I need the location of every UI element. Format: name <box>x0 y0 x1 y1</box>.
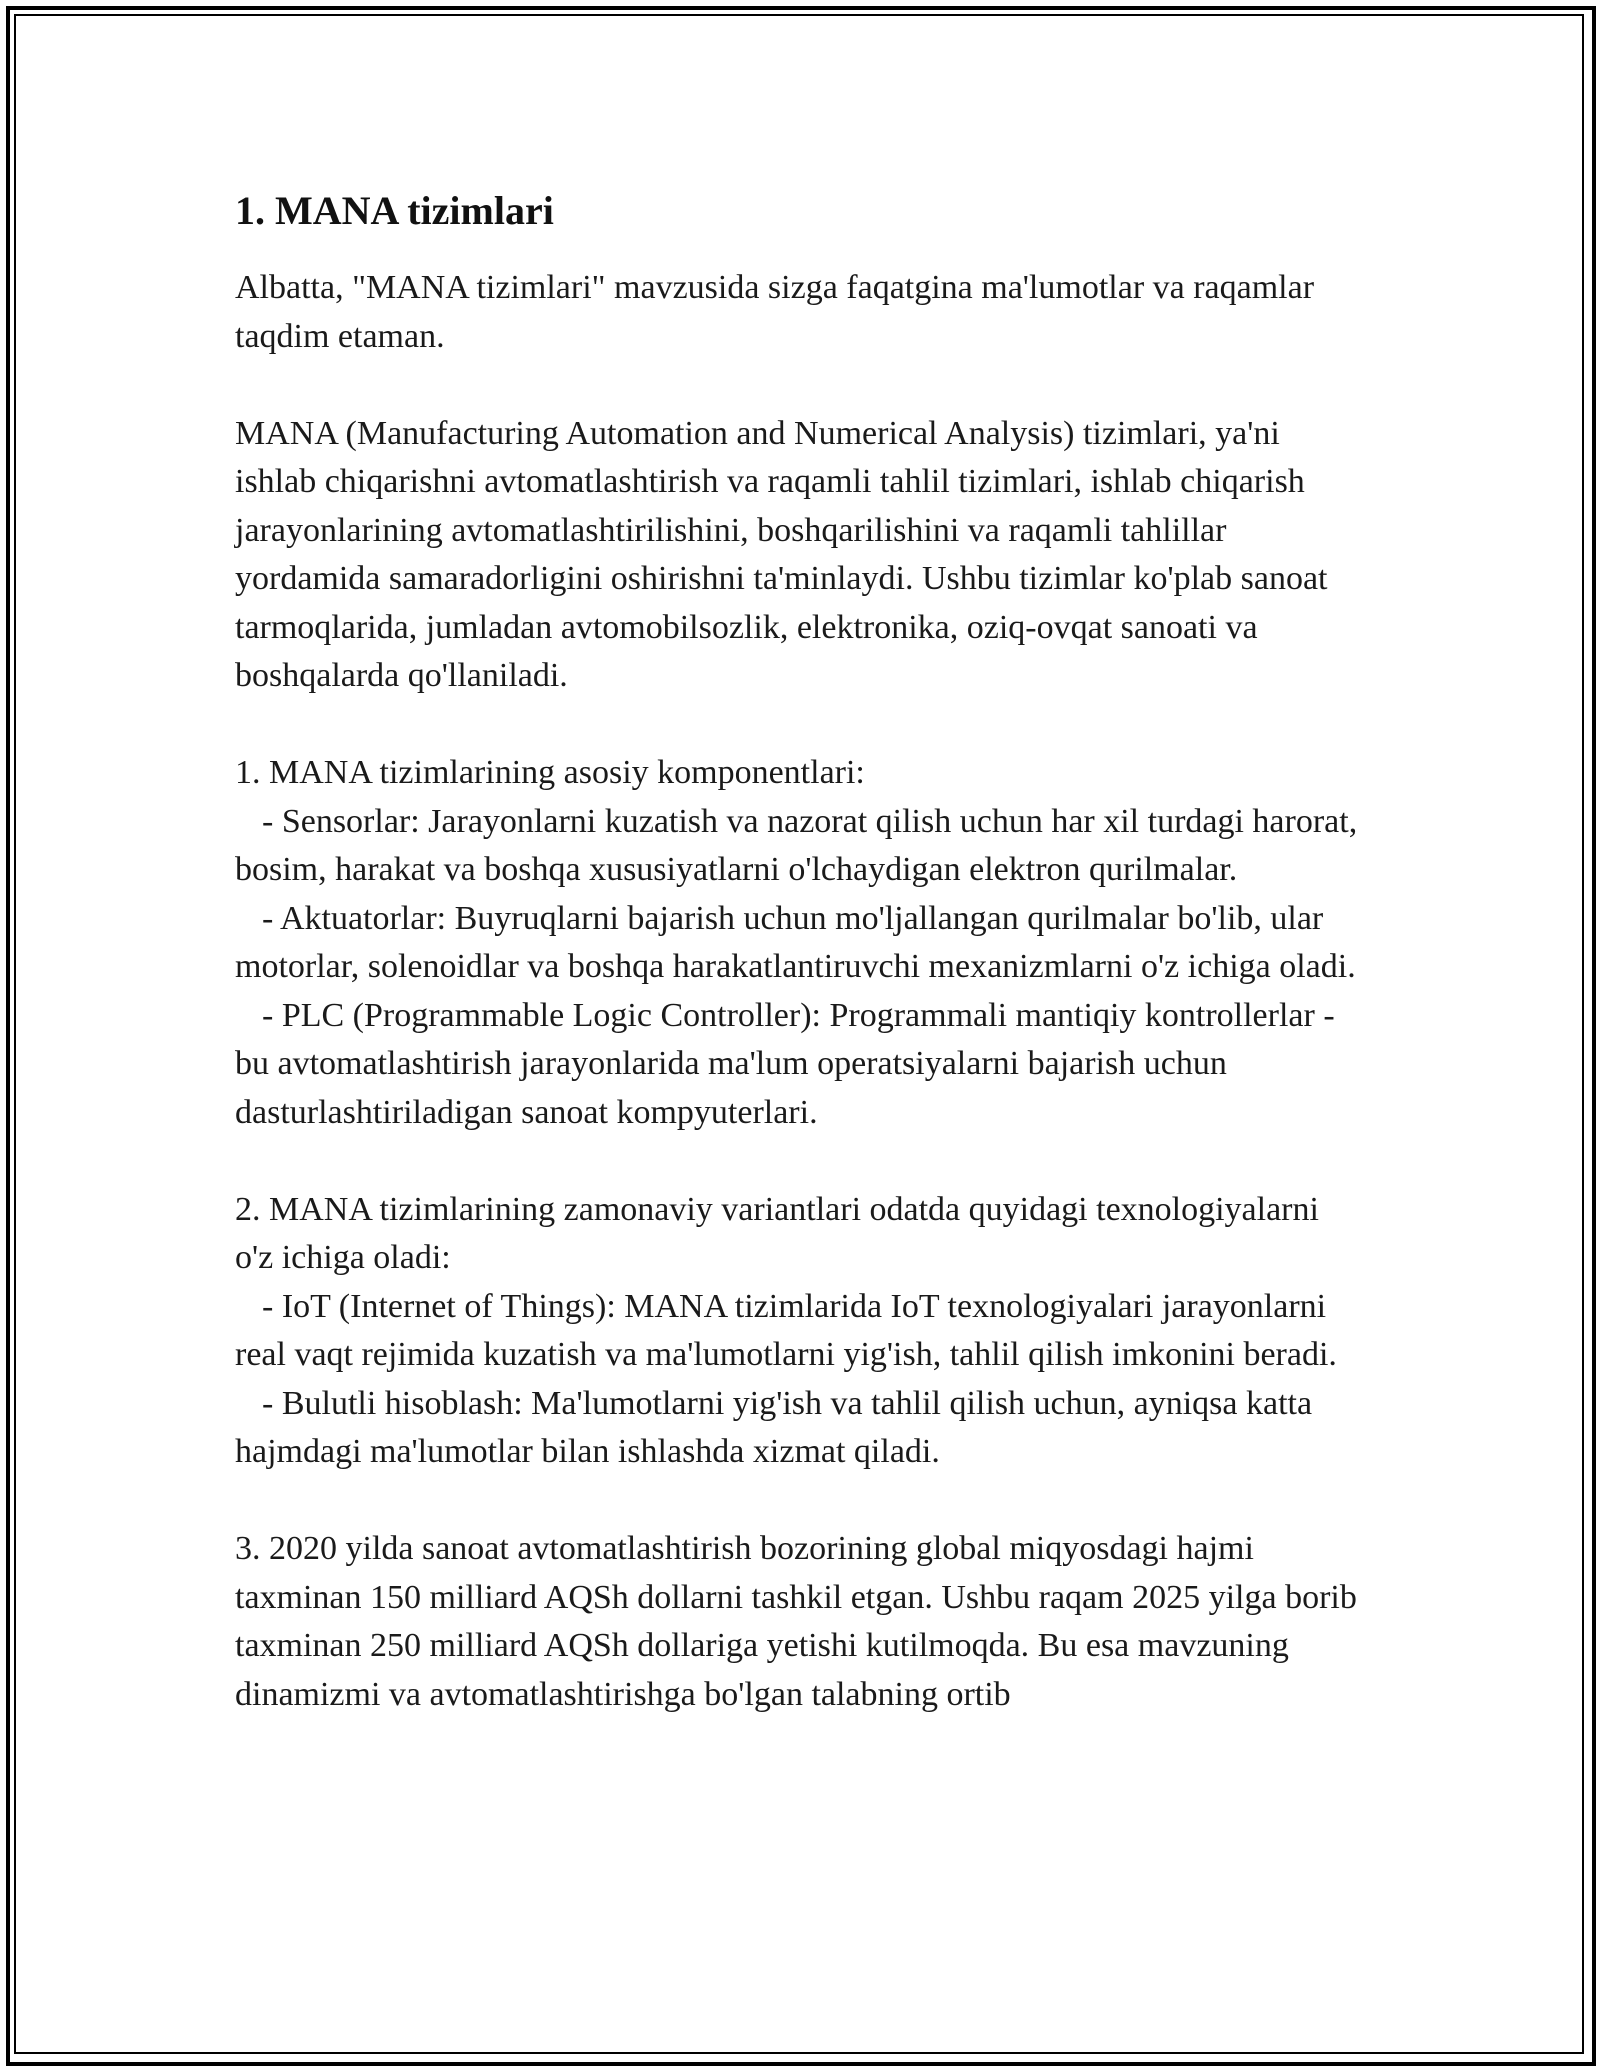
document-title: 1. MANA tizimlari <box>235 188 554 233</box>
overview-paragraph: MANA (Manufacturing Automation and Numerical Analysis) tizimlari, ya'ni ishlab chiqarishni avtomatlashtirish va raqamli tahlil tizimlari, ishlab chiqarish jarayonlarining avtomatlashtirilishini, boshqarilishini va raqamli tahlillar yordamida samaradorligini oshirishni ta'minlaydi. Ushbu tizimlar ko'plab sanoat tarmoqlarida, jumladan avtomobilsozlik, elektronika, oziq-ovqat sanoati va boshqalarda qo'llaniladi. <box>235 414 1328 694</box>
list-item-sensors: - Sensorlar: Jarayonlarni kuzatish va nazorat qilish uchun har xil turdagi harorat, bosim, harakat va boshqa xususiyatlarni o'lchaydigan elektron qurilmalar. <box>235 802 1358 888</box>
paragraph-gap <box>235 361 1365 410</box>
list-item-actuators: - Aktuatorlar: Buyruqlarni bajarish uchun mo'ljallangan qurilmalar bo'lib, ular motorlar, solenoidlar va boshqa harakatlantiruvchi mexanizmlarni o'z ichiga oladi. <box>235 899 1356 985</box>
section-heading: 1. MANA tizimlarining asosiy komponentlari: <box>235 754 865 791</box>
intro-paragraph: Albatta, "MANA tizimlari" mavzusida sizga faqatgina ma'lumotlar va raqamlar taqdim etaman. <box>235 269 1315 355</box>
market-size-paragraph: 3. 2020 yilda sanoat avtomatlashtirish bozorining global miqyosdagi hajmi taxminan 150 milliard AQSh dollarni tashkil etgan. Ushbu raqam 2025 yilga borib taxminan 250 milliard AQSh dollariga yetishi kutilmoqda. Bu esa mavzuning dinamizmi va avtomatlashtirishga bo'lgan talabning ortib <box>235 1530 1357 1713</box>
document-body <box>235 186 1365 1719</box>
list-item-cloud: - Bulutli hisoblash: Ma'lumotlarni yig'ish va tahlil qilish uchun, ayniqsa katta hajmdagi ma'lumotlar bilan ishlashda xizmat qiladi. <box>235 1384 1313 1470</box>
paragraph-gap <box>235 1477 1365 1526</box>
list-item-plc: - PLC (Programmable Logic Controller): Programmali mantiqiy kontrollerlar - bu avtomatlashtirish jarayonlarida ma'lum operatsiyalarni bajarish uchun dasturlashtiriladigan sanoat kompyuterlari. <box>235 996 1335 1131</box>
paragraph-gap <box>235 1137 1365 1186</box>
section-modern-variants <box>235 1186 1365 1477</box>
section-heading: 2. MANA tizimlarining zamonaviy variantlari odatda quyidagi texnologiyalarni o'z ichiga oladi: <box>235 1190 1319 1276</box>
section-components <box>235 749 1365 1137</box>
paragraph-gap <box>235 701 1365 750</box>
list-item-iot: - IoT (Internet of Things): MANA tizimlarida IoT texnologiyalari jarayonlarni real vaqt rejimida kuzatish va ma'lumotlarni yig'ish, tahlil qilish imkonini beradi. <box>235 1287 1337 1373</box>
